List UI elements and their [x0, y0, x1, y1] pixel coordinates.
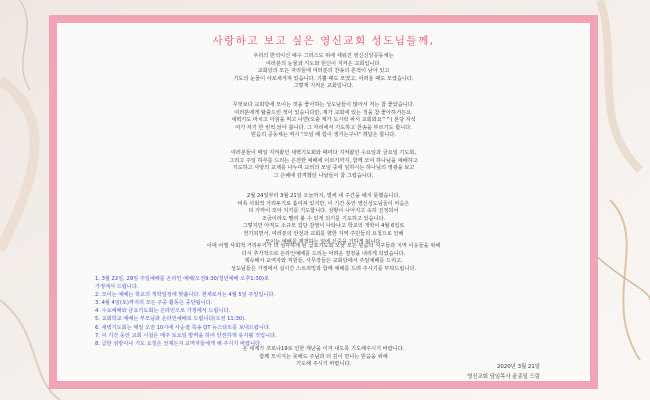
list-item: 6. 새벽기도회는 매일 오전 10시에 사순절 특송 QT 뉴스타트를 보내드립니다. — [95, 324, 271, 331]
paragraph-5: 이에 어쩔 사회적 거리두기가 더 심각하게 된 급요기도회 오늘 모든 믿음의 식구들과 지역 이웃들을 위해 다시 추가적으로 온라인예배를 드리는 어려운 결정을 내리게 되었습니다. 계속해서 교역자와 직원들, 사무장들은 교회당에서 주일예배를 드리고, 성도님들은 가정에서 실시간 스트리밍과 함께 예배를 드려 주시기를 부탁드립니다. — [206, 243, 441, 272]
letter-signature: 영신교회 담임목사 윤종일 드림 — [467, 374, 540, 380]
closing-paragraph: 온 세계가 코로나19로 인한 재난을 이겨 내도록 기도해주시기 바랍니다. 함께 모이지는 못해도 주님과 더 깊이 만나는 믿음을 위해 기도해 주시기 바랍니다. — [242, 346, 405, 368]
letter-date: 2020년 3월 21일 — [496, 364, 540, 370]
letter-card — [49, 15, 598, 389]
paragraph-3: 여러분들이 매일 지켜왔던 새벽기도회와 때마다 지켜왔던 수요일과 금요일 기도회, 그리고 주일 하루를 드리는 온전한 예배에 이르기까지, 함께 모여 하나님을 예배하고 기도하고 사랑의 교제를 나누며 교리의 모임 중에 임하시는 하나님의 영광을 보고 그 은혜에 감격했던 나날들이 참 그립습니다. — [229, 150, 418, 179]
list-item: 1. 3월 22일, 29일 주일예배를 온라인 예배(오전9:30/청년예배 오후1:30)로 가정에서 드립니다. — [95, 276, 269, 291]
paragraph-1: 우리의 반석이신 예수 그리스도 위에 세워진 영신신앙공동체는 여러분의 눈물과 기도와 헌신이 지켜온 교회입니다. 교회당의 모든 자리들에 여러분의 찬송의 흔적이 남아 있고 기도의 눈물이 아로새겨져 있습니다. 기쁠 때도 모였고, 어려울 때도 모였습니다. 그렇게 지켜온 교회입니다. — [233, 53, 414, 90]
list-item: 5. 교회학교 예배는 부모님과 온라인예배로 드립니다(오전 11:30). — [95, 316, 246, 323]
list-item: 4. 수요예배와 금요기도회는 온라인으로 가정에서 드립니다. — [95, 308, 231, 315]
letter-title: 사랑하고 보고 싶은 영신교회 성도님들께, — [212, 35, 435, 47]
notice-list — [95, 275, 550, 348]
list-item: 8. 급한 심방이나 기도 요청은 언제든지 교역자들에게 해 주시기 바랍니다. — [95, 340, 262, 347]
list-item: 7. 이 기간 동안 교회 시설은 매주 토요일 방역을 하여 안전하게 유지될 것입니다. — [95, 332, 277, 339]
paragraph-2: 무엇보다 교회당에 모이는 것을 좋아하는 성도님들이 많아서 저는 참 좋았습니다. 여러분에게 탈출드린 적이 있습니다만, 제가 교회에 있는 것을 참 좋아하거든요. 새벽기도 마치고 아침을 먹고 나면(오출 제가 도시락 싸서 교회와요^^) 본당 자석 여기 저기 한 번씩 앉아 봅니다. 그 자리에서 기도하고 찬송을 부르기도 합니다. 믿음의 공동체는 역시 "모임 때 힘이 생기는구나" 깨달은 합니다. — [231, 102, 416, 139]
paragraph-4: 2월 24일부터 3월 21일 오늘까지, 벌써 네 주간을 헤지 못했습니다. 비록 사회적 거리두기로 흩어져 있지만, 이 기간 동안 영신성도님들이 마음은 더 가까이 모아 지키를 기도합니다. 상황이 나아지고 속히 진정되어 조금이라도 빨리 볼 수 있게 되기를 기도하고 있습니다. 그렇지만 아직도 소규모 집단 감염이 나타나고 학교의 개학이 4월 6일로 연기되면서, 여러분의 안전과 교회를 향한 지역 주민들의 요청으로 인해 모이는 예배를 재개하는 일에 신중을 기하게 됩니다. — [237, 193, 410, 245]
list-item: 3. 4월 4일(토)까지의 모든 주중 활동은 중단됩니다. — [95, 300, 213, 307]
list-item: 2. 모이는 예배는 학교의 개학일정에 맞춥니다. 현재로서는 4월 5일 주일입니다. — [95, 292, 276, 299]
